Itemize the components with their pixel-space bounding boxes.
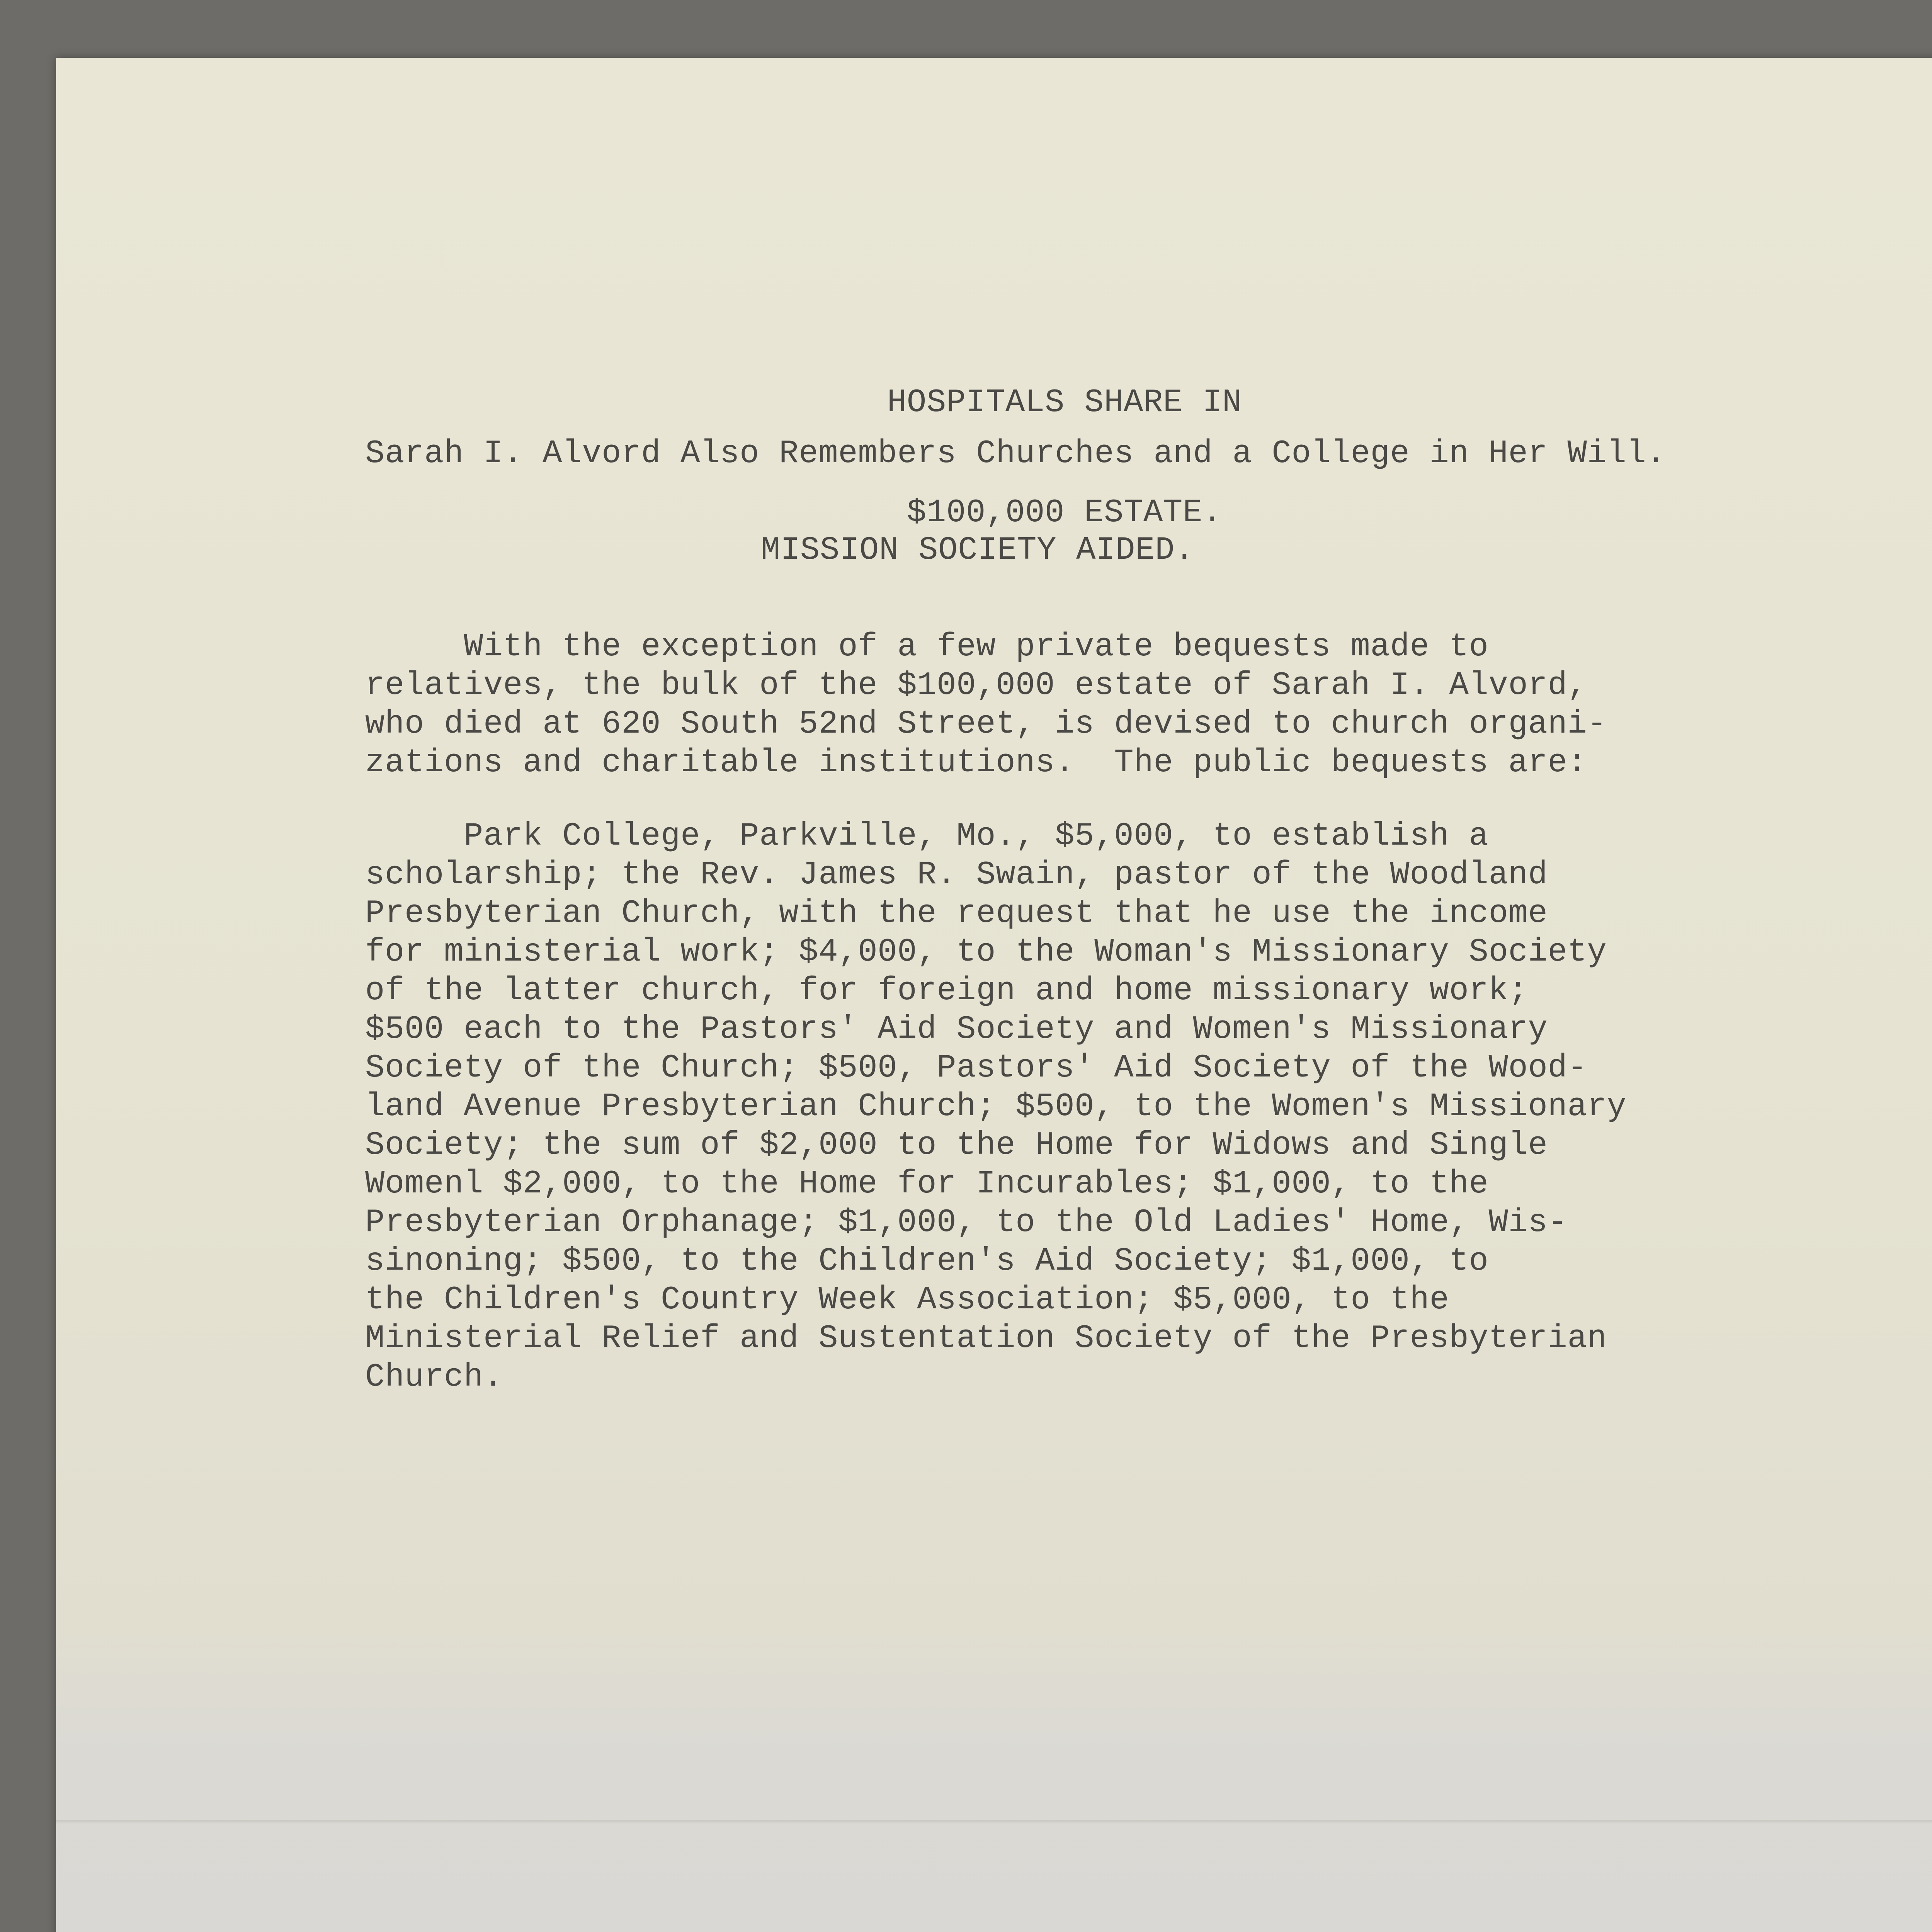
- paper-fold-crease: [56, 1820, 1932, 1824]
- subhead: Sarah I. Alvord Also Remembers Churches and a College in Her Will.: [365, 435, 1666, 472]
- paragraph-intro: With the exception of a few private bequests made to relatives, the bulk of the $100,000 estate of Sarah I. Alvord, who died at 620 South 52nd Street, is devised to church organi- zations and charitable institutions. The public bequests are:: [365, 629, 1607, 781]
- section-heading: MISSION SOCIETY AIDED.: [761, 532, 1195, 569]
- paragraph-bequests: Park College, Parkville, Mo., $5,000, to establish a scholarship; the Rev. James R. Swain, pastor of the Woodland Presbyterian Church, with the request that he use the income for ministerial work; $4,000, to the Woman's Missionary Society of the latter church, for foreign and home missionary work; $500 each to the Pastors' Aid Society and Women's Missionary Society of the Church; $500, Pastors' Aid Society of the Wood- land Avenue Presbyterian Church; $500, to the Women's Missionary Society; the sum of $2,000 to the Home for Widows and Single Womenl $2,000, to the Home for Incurables; $1,000, to the Presbyterian Orphanage; $1,000, to the Old Ladies' Home, Wis- sinoning; $500, to the Children's Aid Society; $1,000, to the Children's Country Week Association; $5,000, to the Ministerial Relief and Sustentation Society of the Presbyterian Church.: [365, 818, 1627, 1396]
- headline-line-1: HOSPITALS SHARE IN: [887, 384, 1242, 421]
- headline-line-2: $100,000 ESTATE.: [906, 495, 1223, 531]
- document-page: [56, 58, 1932, 1932]
